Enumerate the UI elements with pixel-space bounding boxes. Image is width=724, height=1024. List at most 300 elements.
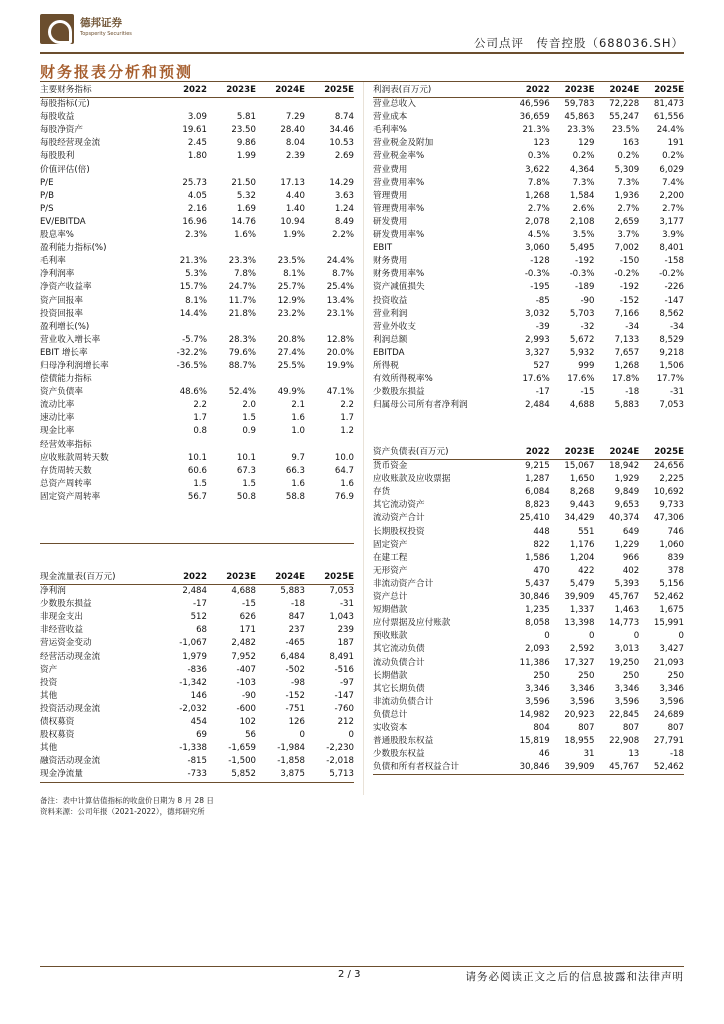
cell-value: 4.05 xyxy=(187,190,207,201)
cell-value: 1,204 xyxy=(569,552,595,563)
table-row xyxy=(373,604,684,617)
year-header: 2022 xyxy=(505,446,550,460)
cell-value: -36.5% xyxy=(176,360,207,371)
cell-value: -158 xyxy=(664,256,684,267)
row-label: 投资收益 xyxy=(373,295,408,306)
cell-value: 9,733 xyxy=(659,500,684,511)
table-row xyxy=(373,499,684,512)
year-header: 2024E xyxy=(595,84,640,98)
cell-value xyxy=(305,321,354,334)
cell-value: -0.3% xyxy=(569,269,595,280)
cell-value: 2.6% xyxy=(572,203,595,214)
table-row xyxy=(373,578,684,591)
cell-value: 11,386 xyxy=(519,657,550,668)
cell-value: 8.1% xyxy=(185,295,207,306)
cell-value: 7.29 xyxy=(285,112,305,123)
cell-value: 1,268 xyxy=(614,360,640,371)
cell-value: 0.9 xyxy=(242,426,256,437)
table-row xyxy=(40,585,354,599)
cell-value: 17.6% xyxy=(522,374,550,385)
cell-value xyxy=(305,373,354,386)
table-row xyxy=(40,504,354,517)
cell-value xyxy=(158,242,207,255)
cell-value: 2,993 xyxy=(525,334,550,345)
row-label: 利润总额 xyxy=(373,334,408,345)
cell-value xyxy=(207,373,256,386)
table-row xyxy=(373,630,684,643)
cell-value: 822 xyxy=(533,539,550,550)
table-row xyxy=(373,722,684,735)
cell-value: 237 xyxy=(288,625,305,636)
cell-value: 3.5% xyxy=(572,230,595,241)
table-row xyxy=(373,308,684,321)
row-label: 资产 xyxy=(40,664,58,675)
cell-value: 16.96 xyxy=(182,216,207,227)
table-row xyxy=(40,690,354,703)
table-row xyxy=(40,755,354,768)
row-label: 其它流动负债 xyxy=(373,644,425,655)
cell-value: 2.3% xyxy=(185,230,207,241)
table-row xyxy=(40,491,354,504)
cell-value: 14.29 xyxy=(329,177,354,188)
row-label: 经营活动现金流 xyxy=(40,651,101,662)
cell-value: 9,849 xyxy=(614,487,640,498)
cell-value xyxy=(256,373,305,386)
cell-value: 20.8% xyxy=(277,334,305,345)
table-row xyxy=(40,111,354,124)
table-row xyxy=(373,643,684,656)
cell-value: 1.5 xyxy=(242,478,256,489)
cell-value: -32 xyxy=(580,321,595,332)
table-row xyxy=(40,137,354,150)
table-row xyxy=(40,360,354,373)
row-label: EV/EBITDA xyxy=(40,216,86,227)
cell-value: 66.3 xyxy=(285,465,305,476)
table-row xyxy=(373,150,684,163)
table-row xyxy=(40,611,354,624)
row-label: P/E xyxy=(40,177,54,188)
cell-value: -32.2% xyxy=(176,347,207,358)
table-row xyxy=(40,677,354,690)
cell-value: 1.6 xyxy=(291,478,305,489)
row-label: 投资回报率 xyxy=(40,308,83,319)
brand-name-en: Topsperity Securities xyxy=(80,31,132,37)
cell-value: 4.40 xyxy=(285,190,305,201)
cell-value: 2.7% xyxy=(617,203,640,214)
row-label: 营业税金率% xyxy=(373,151,425,162)
row-label: 归属母公司所有者净利润 xyxy=(373,400,468,411)
table-row xyxy=(40,386,354,399)
cell-value: 250 xyxy=(578,670,595,681)
cell-value: -147 xyxy=(664,295,684,306)
row-label: 营业总收入 xyxy=(373,99,416,110)
table-row xyxy=(40,465,354,478)
row-label: 投资活动现金流 xyxy=(40,703,101,714)
cell-value: 17.7% xyxy=(656,374,684,385)
cell-value xyxy=(207,517,256,530)
row-label: 每股股利 xyxy=(40,151,75,162)
cell-value: 10.53 xyxy=(329,138,354,149)
cell-value: 0 xyxy=(633,631,640,642)
table-row xyxy=(373,334,684,347)
row-label: 每股净资产 xyxy=(40,125,83,136)
row-label: EBITDA xyxy=(373,347,405,358)
row-label: 长期股权投资 xyxy=(373,526,425,537)
cell-value: 7,133 xyxy=(614,334,640,345)
cell-value: 3,346 xyxy=(525,683,550,694)
cell-value: -15 xyxy=(580,387,595,398)
table-row xyxy=(373,255,684,268)
cell-value: 9.86 xyxy=(236,138,256,149)
cell-value: 1,675 xyxy=(659,605,684,616)
table-row xyxy=(373,539,684,552)
cell-value xyxy=(207,321,256,334)
cell-value: 0.2% xyxy=(572,151,595,162)
cell-value: 14,773 xyxy=(609,618,640,629)
cell-value: -407 xyxy=(236,664,256,675)
cell-value: 1.5 xyxy=(193,478,207,489)
title-divider xyxy=(40,81,684,82)
cell-value: 15,819 xyxy=(519,736,550,747)
cell-value: 36,659 xyxy=(519,112,550,123)
cell-value: 1.9% xyxy=(283,230,305,241)
row-label: 所得税 xyxy=(373,360,399,371)
cell-value: 79.6% xyxy=(228,347,256,358)
cell-value: -31 xyxy=(339,599,354,610)
row-label: 非现金支出 xyxy=(40,612,83,623)
page-title: 财务报表分析和预测 xyxy=(40,63,194,81)
cell-value: 30,846 xyxy=(505,761,550,775)
column-divider xyxy=(363,82,364,795)
cell-value: 8.04 xyxy=(285,138,305,149)
table-row xyxy=(373,670,684,683)
cell-value: 20,923 xyxy=(564,709,595,720)
cell-value: 470 xyxy=(533,565,550,576)
cell-value: 807 xyxy=(622,722,640,733)
cell-value: -1,858 xyxy=(277,756,305,767)
table-row xyxy=(40,229,354,242)
row-label: 应收账款周转天数 xyxy=(40,452,109,463)
cell-value xyxy=(305,98,354,112)
cell-value: 52.4% xyxy=(228,387,256,398)
cell-value: 2,482 xyxy=(231,638,256,649)
cell-value: -516 xyxy=(334,664,354,675)
table-row xyxy=(40,321,354,334)
cell-value: 19.61 xyxy=(182,125,207,136)
cell-value: -2,032 xyxy=(179,703,207,714)
cell-value: 8,401 xyxy=(659,243,684,254)
table-row xyxy=(373,512,684,525)
cell-value: 3,596 xyxy=(659,696,684,707)
cell-value: 25.4% xyxy=(326,282,354,293)
table-row xyxy=(40,242,354,255)
cell-value xyxy=(158,373,207,386)
cell-value: -192 xyxy=(574,256,595,267)
row-label: 每股指标(元) xyxy=(40,99,90,110)
cell-value: -1,500 xyxy=(228,756,256,767)
cell-value xyxy=(207,530,256,543)
row-label: 少数股东权益 xyxy=(373,749,425,760)
cell-value: 28.3% xyxy=(228,334,256,345)
cell-value: 3,875 xyxy=(256,768,305,782)
cell-value: -1,659 xyxy=(228,743,256,754)
cell-value: 7.3% xyxy=(572,177,595,188)
cell-value: 1,936 xyxy=(614,190,640,201)
table-row xyxy=(40,452,354,465)
cell-value: 2,078 xyxy=(525,216,550,227)
cell-value: -2,018 xyxy=(326,756,354,767)
cell-value: 15.7% xyxy=(179,282,207,293)
cell-value: 25,410 xyxy=(519,513,550,524)
row-label: 资产回报率 xyxy=(40,295,83,306)
cell-value: 46,596 xyxy=(519,99,550,110)
cell-value: 21.8% xyxy=(228,308,256,319)
cell-value: 27,791 xyxy=(653,736,684,747)
cell-value: 212 xyxy=(337,717,354,728)
cell-value: 0 xyxy=(589,631,595,642)
header-divider xyxy=(40,52,684,54)
cell-value: 3,327 xyxy=(525,347,550,358)
cell-value: -90 xyxy=(580,295,595,306)
cell-value: 5,852 xyxy=(207,768,256,782)
cell-value: 12.8% xyxy=(326,334,354,345)
cell-value: 0 xyxy=(299,730,305,741)
row-label: 营业成本 xyxy=(373,112,408,123)
cell-value: 8,823 xyxy=(525,500,550,511)
row-label: 存货 xyxy=(373,487,391,498)
cell-value: 34.46 xyxy=(329,125,354,136)
table-row xyxy=(373,486,684,499)
table-row xyxy=(40,295,354,308)
table-row xyxy=(40,439,354,452)
income-statement-table xyxy=(373,84,684,412)
cell-value xyxy=(305,530,354,543)
cell-value: 807 xyxy=(667,722,684,733)
cell-value: 58.8 xyxy=(285,491,305,502)
cell-value: 239 xyxy=(337,625,354,636)
cell-value: 5,713 xyxy=(305,768,354,782)
table-row xyxy=(40,268,354,281)
cell-value xyxy=(256,530,305,543)
cell-value: 2,592 xyxy=(569,644,595,655)
cell-value: 25.7% xyxy=(277,282,305,293)
cell-value: 68 xyxy=(196,625,207,636)
cell-value: 7.4% xyxy=(662,177,684,188)
cell-value: 551 xyxy=(578,526,595,537)
table-note: 备注：表中计算估值指标的收盘价日期为 8 月 28 日 xyxy=(40,796,214,805)
row-label: 盈利增长(%) xyxy=(40,321,90,332)
cell-value xyxy=(256,242,305,255)
year-header: 2022 xyxy=(158,571,207,585)
cell-value: 512 xyxy=(190,612,207,623)
row-label: 其他 xyxy=(40,743,58,754)
table-row xyxy=(40,124,354,137)
cell-value: 9.7 xyxy=(291,452,305,463)
cell-value: -31 xyxy=(669,387,684,398)
cell-value: 847 xyxy=(288,612,305,623)
cell-value: 21.50 xyxy=(231,177,256,188)
cell-value: 1.24 xyxy=(334,203,354,214)
cell-value: 6,084 xyxy=(525,487,550,498)
cell-value: -760 xyxy=(334,703,354,714)
cell-value: 24.4% xyxy=(656,125,684,136)
cell-value: 1,287 xyxy=(525,474,550,485)
cell-value: 14.76 xyxy=(231,216,256,227)
cell-value: 5,495 xyxy=(569,243,595,254)
cell-value: 163 xyxy=(622,138,640,149)
cell-value: 2.0 xyxy=(242,400,256,411)
year-header: 2023E xyxy=(207,84,256,98)
row-label: 普通股股东权益 xyxy=(373,736,434,747)
cell-value xyxy=(305,242,354,255)
cell-value: 250 xyxy=(622,670,640,681)
row-label: 财务费用 xyxy=(373,256,408,267)
cell-value xyxy=(207,504,256,517)
cell-value: -192 xyxy=(619,282,640,293)
cell-value: 4,688 xyxy=(569,400,595,411)
row-label: 实收资本 xyxy=(373,722,408,733)
row-label: 净资产收益率 xyxy=(40,282,92,293)
cell-value: 4.5% xyxy=(527,230,550,241)
cell-value: 5,932 xyxy=(569,347,595,358)
cell-value: 1,235 xyxy=(525,605,550,616)
table-row xyxy=(40,664,354,677)
table-row xyxy=(373,552,684,565)
row-label: 流动资产合计 xyxy=(373,513,425,524)
cell-value: 20.0% xyxy=(326,347,354,358)
table-title: 资产负债表(百万元) xyxy=(373,446,505,460)
table-row xyxy=(40,624,354,637)
cell-value: -836 xyxy=(187,664,207,675)
cell-value: 17,327 xyxy=(564,657,595,668)
cell-value: -226 xyxy=(664,282,684,293)
cell-value: 1,337 xyxy=(569,605,595,616)
cell-value: 0 xyxy=(348,730,354,741)
cell-value: 9,653 xyxy=(614,500,640,511)
table-row xyxy=(373,216,684,229)
cell-value: 1,043 xyxy=(329,612,354,623)
cell-value xyxy=(158,517,207,530)
row-label: 资产负债率 xyxy=(40,387,83,398)
row-label: EBIT xyxy=(373,243,393,254)
table-row xyxy=(373,683,684,696)
cell-value: 12.9% xyxy=(277,295,305,306)
table-row xyxy=(40,347,354,360)
cell-value xyxy=(158,98,207,112)
cell-value: 30,846 xyxy=(519,592,550,603)
cell-value: -152 xyxy=(619,295,640,306)
table-row xyxy=(373,98,684,112)
table-row xyxy=(40,742,354,755)
row-label: 固定资产 xyxy=(373,539,408,550)
cell-value: 2,659 xyxy=(614,216,640,227)
table-title: 现金流量表(百万元) xyxy=(40,571,158,585)
cell-value: -152 xyxy=(285,690,305,701)
cell-value: 8,491 xyxy=(329,651,354,662)
row-label: 管理费用率% xyxy=(373,203,425,214)
row-label: 营运资金变动 xyxy=(40,638,92,649)
year-header: 2025E xyxy=(305,571,354,585)
cell-value: 61,556 xyxy=(653,112,684,123)
table-row xyxy=(40,190,354,203)
table-row xyxy=(373,591,684,604)
cell-value: 3,622 xyxy=(525,164,550,175)
table-row xyxy=(40,281,354,294)
cell-value: 64.7 xyxy=(334,465,354,476)
cell-value: 47,306 xyxy=(653,513,684,524)
cell-value xyxy=(256,504,305,517)
table-row xyxy=(40,203,354,216)
table-row xyxy=(40,412,354,425)
row-label xyxy=(40,517,158,530)
page-number: 2 / 3 xyxy=(338,969,361,980)
cell-value: 1.99 xyxy=(236,151,256,162)
table-row xyxy=(40,478,354,491)
cell-value: 3,060 xyxy=(525,243,550,254)
cell-value: -147 xyxy=(334,690,354,701)
cell-value: -18 xyxy=(290,599,305,610)
cell-value: 15,991 xyxy=(653,618,684,629)
table-row xyxy=(373,295,684,308)
row-label: 非流动负债合计 xyxy=(373,696,434,707)
cell-value: -502 xyxy=(285,664,305,675)
row-label: 总资产周转率 xyxy=(40,478,92,489)
row-label: 在建工程 xyxy=(373,552,408,563)
footer-divider xyxy=(40,966,684,967)
row-label: 其它长期负债 xyxy=(373,683,425,694)
cell-value: 378 xyxy=(667,565,684,576)
cell-value: 804 xyxy=(533,722,550,733)
cell-value: 2,200 xyxy=(659,190,684,201)
cell-value xyxy=(256,517,305,530)
cell-value: 187 xyxy=(337,638,354,649)
cell-value: 31 xyxy=(583,749,595,760)
table-title: 利润表(百万元) xyxy=(373,84,505,98)
cell-value: 1.80 xyxy=(187,151,207,162)
cell-value: -1,984 xyxy=(277,743,305,754)
cell-value: 34,429 xyxy=(564,513,595,524)
cell-value: 146 xyxy=(190,690,207,701)
table-row xyxy=(40,703,354,716)
cell-value: 7,952 xyxy=(231,651,256,662)
cell-value: 5,479 xyxy=(569,578,595,589)
cell-value: 2.2% xyxy=(332,230,354,241)
row-label: 营业利润 xyxy=(373,308,408,319)
cell-value: -15 xyxy=(241,599,256,610)
cell-value xyxy=(305,517,354,530)
cell-value: 123 xyxy=(533,138,550,149)
cell-value: 47.1% xyxy=(326,387,354,398)
cell-value: 17.6% xyxy=(567,374,595,385)
table-row xyxy=(373,190,684,203)
cell-value: 0 xyxy=(678,631,684,642)
cell-value: 40,374 xyxy=(609,513,640,524)
cell-value: 1,584 xyxy=(569,190,595,201)
cell-value: 3.63 xyxy=(334,190,354,201)
cell-value: -2,230 xyxy=(326,743,354,754)
cell-value: 8,268 xyxy=(569,487,595,498)
cell-value: 966 xyxy=(622,552,640,563)
cell-value: 45,863 xyxy=(564,112,595,123)
table-row xyxy=(373,124,684,137)
row-label: 归母净利润增长率 xyxy=(40,360,109,371)
cell-value: 39,909 xyxy=(550,761,595,775)
cell-value xyxy=(256,439,305,452)
row-label: 长期借款 xyxy=(373,670,408,681)
cell-value: 448 xyxy=(533,526,550,537)
cell-value: 2,225 xyxy=(659,474,684,485)
cell-value: 1.7 xyxy=(340,413,354,424)
